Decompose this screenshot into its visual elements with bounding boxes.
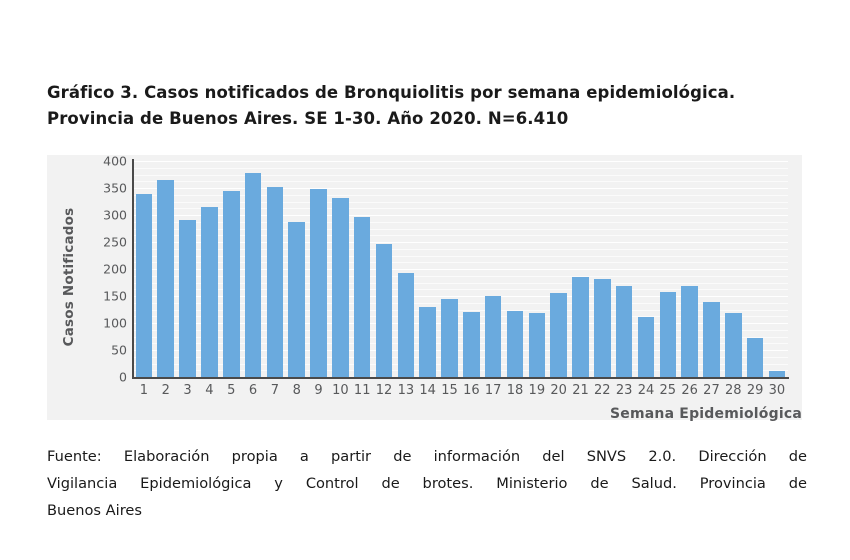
bar [747, 338, 764, 377]
x-axis-tick-label: 23 [615, 383, 633, 398]
bar [288, 222, 305, 377]
bar [354, 217, 371, 377]
bar-slot [286, 161, 308, 377]
bar-slot [460, 161, 482, 377]
x-axis-tick-label: 3 [183, 383, 192, 398]
bar-slot [264, 161, 286, 377]
x-axis-tick-label: 17 [484, 383, 502, 398]
x-axis-tick-label: 6 [248, 383, 258, 398]
bar-slot [570, 161, 592, 377]
bar-slot [351, 161, 373, 377]
bar-slot [155, 161, 177, 377]
bar-slot [373, 161, 395, 377]
figure-title [47, 80, 837, 131]
x-axis-tick-label: 18 [506, 383, 524, 398]
bar [267, 187, 284, 377]
x-axis-tick-label: 5 [227, 383, 236, 398]
bar-slot [635, 161, 657, 377]
x-axis-tick-label: 4 [205, 383, 214, 398]
x-axis-line [132, 377, 789, 379]
x-axis-tick-label: 21 [572, 383, 589, 398]
bar-slot [766, 161, 788, 377]
x-axis-tick-label: 16 [463, 383, 480, 398]
x-axis-tick-label: 30 [768, 383, 786, 398]
bar-chart [47, 155, 802, 420]
bar-slot [526, 161, 548, 377]
figure-title-line-1: Gráfico 3. Casos notificados de Bronquiolitis por semana epidemiológica. [47, 83, 736, 102]
bar [332, 198, 349, 377]
bar [485, 296, 502, 377]
x-axis-tick-label: 2 [161, 383, 170, 398]
bar [703, 302, 720, 377]
x-axis-tick-label: 22 [594, 383, 611, 398]
bar-slot [177, 161, 199, 377]
bar [179, 220, 196, 377]
bar-slot [198, 161, 220, 377]
bar [441, 299, 458, 377]
x-axis-tick-label: 24 [637, 383, 655, 398]
bar-slot [395, 161, 417, 377]
bar [725, 313, 742, 377]
bar [550, 293, 567, 377]
bar [419, 307, 436, 377]
bar-slot [133, 161, 155, 377]
x-axis-tick-label: 19 [528, 383, 546, 398]
bar-slot [308, 161, 330, 377]
bar-slot [657, 161, 679, 377]
bar [681, 286, 698, 377]
y-axis-tick-labels [83, 153, 127, 385]
x-axis-tick-label: 8 [292, 383, 301, 398]
bar [136, 194, 153, 377]
y-axis-tick-label: 400 [103, 153, 127, 169]
bar-slot [242, 161, 264, 377]
bar [310, 189, 327, 377]
bar [201, 207, 218, 377]
bar-series [133, 161, 788, 377]
x-axis-tick-label: 14 [419, 383, 436, 398]
bar-slot [504, 161, 526, 377]
bar-slot [722, 161, 744, 377]
bar [376, 244, 393, 377]
y-axis-tick-label: 350 [103, 180, 127, 196]
x-axis-tick-label: 26 [681, 383, 698, 398]
source-note [47, 444, 807, 525]
source-note-line-1: Fuente: Elaboración propia a partir de información del SNVS 2.0. Dirección de [47, 448, 807, 465]
bar-slot [613, 161, 635, 377]
x-axis-tick-labels [133, 383, 788, 398]
bar [572, 277, 589, 377]
x-axis-tick-label: 28 [725, 383, 742, 398]
bar-slot [548, 161, 570, 377]
x-axis-tick-label: 10 [332, 383, 349, 398]
x-axis-tick-label: 15 [441, 383, 458, 398]
source-note-line-2: Vigilancia Epidemiológica y Control de brotes. Ministerio de Salud. Provincia de [47, 474, 807, 492]
bar-slot [591, 161, 613, 377]
bar [463, 312, 480, 377]
x-axis-tick-label: 7 [270, 383, 280, 398]
y-axis-tick-label: 200 [103, 261, 127, 277]
x-axis-title: Semana Epidemiológica [610, 406, 802, 422]
bar [660, 292, 677, 377]
y-axis-tick-label: 150 [103, 288, 127, 304]
bar [398, 273, 415, 377]
x-axis-tick-label: 29 [746, 383, 764, 398]
figure-title-line-2: Provincia de Buenos Aires. SE 1-30. Año 2020. N=6.410 [47, 108, 569, 128]
y-axis-tick-label: 100 [103, 315, 127, 331]
bar [594, 279, 611, 377]
y-axis-tick-label: 50 [111, 342, 127, 358]
bar [769, 371, 786, 377]
bar-slot [417, 161, 439, 377]
x-axis-tick-label: 1 [139, 383, 149, 398]
bar-slot [439, 161, 461, 377]
bar [223, 191, 240, 377]
x-axis-tick-label: 9 [314, 383, 323, 398]
bar [245, 173, 262, 377]
bar [638, 317, 655, 377]
bar-slot [701, 161, 723, 377]
x-axis-tick-label: 25 [659, 383, 677, 398]
y-axis-tick-label: 0 [119, 369, 127, 385]
y-axis-tick-label: 250 [103, 234, 127, 250]
x-axis-tick-label: 13 [397, 383, 415, 398]
x-axis-tick-label: 20 [550, 383, 567, 398]
bar [616, 286, 633, 377]
bar-slot [482, 161, 504, 377]
bar-slot [679, 161, 701, 377]
bar [507, 311, 524, 377]
bar-slot [329, 161, 351, 377]
bar-slot [744, 161, 766, 377]
x-axis-tick-label: 12 [375, 383, 393, 398]
source-note-line-3: Buenos Aires [47, 501, 142, 519]
bar [157, 180, 174, 377]
bar [529, 313, 546, 377]
bar-slot [220, 161, 242, 377]
x-axis-tick-label: 11 [353, 383, 371, 398]
y-axis-title: Casos Notificados [61, 207, 77, 347]
y-axis-tick-label: 300 [103, 207, 127, 223]
x-axis-tick-label: 27 [703, 383, 720, 398]
